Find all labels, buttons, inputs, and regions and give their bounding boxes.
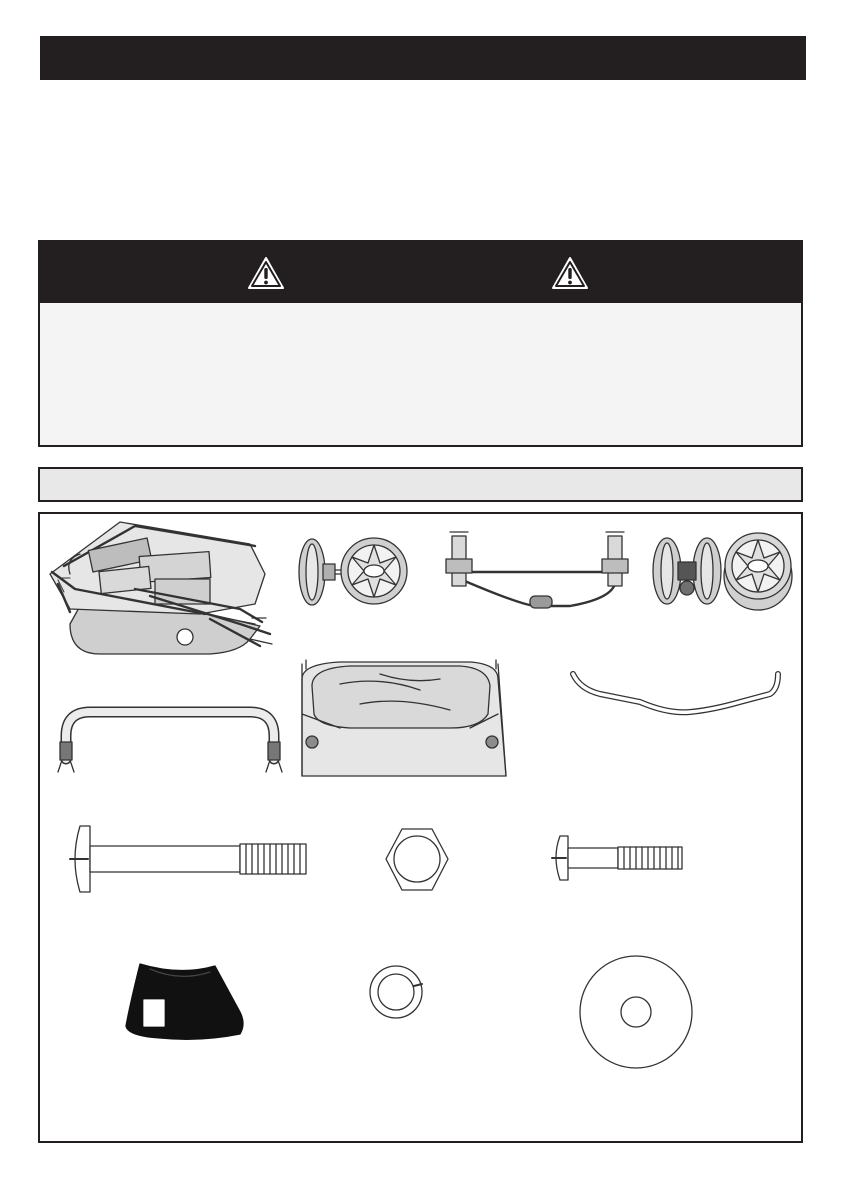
lock-washer-illustration (370, 966, 422, 1018)
storage-pouch-illustration (126, 964, 243, 1039)
double-wheel-illustration (653, 533, 792, 610)
flat-washer-illustration (580, 956, 692, 1068)
parts-list-header (38, 467, 803, 502)
short-bolt-illustration (552, 836, 682, 880)
parts-illustrations (40, 514, 801, 1141)
basket-bar-illustration (573, 674, 778, 712)
long-bolt-illustration (70, 826, 306, 892)
front-wheel-illustration (299, 538, 407, 605)
parts-list-box (38, 512, 803, 1143)
title-bar (40, 36, 806, 80)
bumper-bar-illustration (58, 712, 282, 772)
warning-triangle-icon (247, 256, 285, 290)
warning-header (40, 242, 801, 303)
rear-axle-illustration (446, 532, 628, 608)
hex-nut-illustration (386, 829, 448, 890)
seat-canopy-illustration (302, 660, 506, 776)
warning-triangle-icon (551, 256, 589, 290)
warning-box (38, 240, 803, 447)
stroller-frame-illustration (50, 522, 272, 654)
